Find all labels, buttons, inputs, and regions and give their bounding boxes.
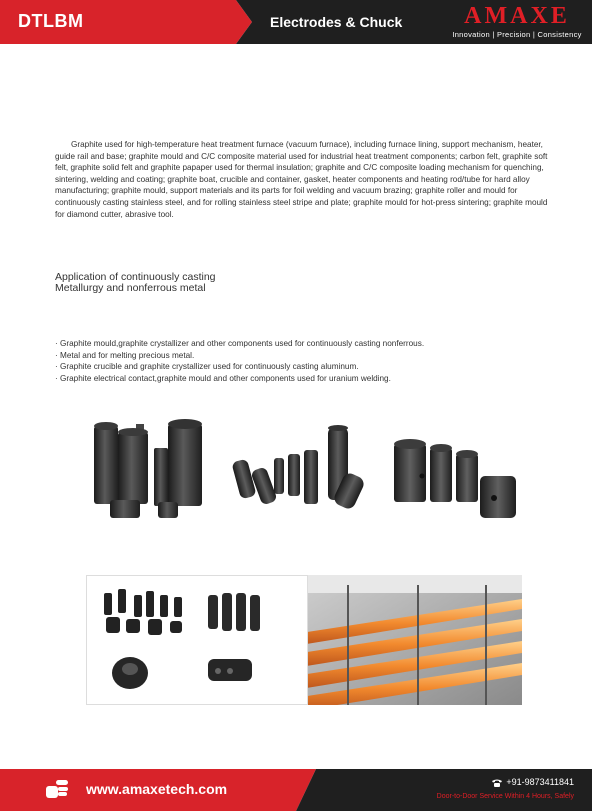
brand-name: DTLBM xyxy=(18,11,84,31)
hand-pointer-icon xyxy=(44,778,70,802)
application-heading xyxy=(55,272,216,294)
application-heading-line1: Application of continuously casting xyxy=(55,271,216,283)
website-link[interactable]: www.amaxetech.com xyxy=(86,781,228,797)
page-footer xyxy=(0,769,592,811)
bullet-item: · Graphite mould,graphite crystallizer and other components used for continuously casting nonferrous. xyxy=(55,338,424,350)
photo-hot-graphite-rods xyxy=(308,575,522,705)
intro-paragraph: Graphite used for high-temperature heat treatment furnace (vacuum furnace), including furnace lining, support mechanism, heater, guide rail and base; graphite mould and C/C composite material used for industrial heat treatment components; carbon felt, graphite soft felt, graphite solid felt and graphite papaper used for thermal insulation; graphite and C/C composite loading mechanism for quenching, sintering, welding and coating; graphite boat, crucible and container, gasket, heater components and heating rod/tube for hard alloy manufacturing; graphite mould, support materials and its parts for foil welding and vacuum brazing; graphite roller and mould for continuously casting stainless steel, and for rolling stainless steel stripe and plate; graphite mould for hot-press sintering; graphite mould for diamond cutter, abrasive tool. xyxy=(55,140,548,219)
footer-dark-band xyxy=(292,769,592,811)
service-tagline: Door-to-Door Service Within 4 Hours, Safely xyxy=(436,793,574,800)
bullet-item: · Graphite crucible and graphite crystallizer used for continuously casting aluminum. xyxy=(55,361,424,373)
logo-tagline: Innovation | Precision | Consistency xyxy=(452,30,582,39)
photo-graphite-parts xyxy=(86,575,308,705)
application-bullet-list xyxy=(55,338,424,384)
amaxe-logo xyxy=(447,3,587,39)
application-heading-line2: Metallurgy and nonferrous metal xyxy=(55,282,206,294)
bullet-item: · Graphite electrical contact,graphite mould and other components used for uranium welding. xyxy=(55,373,424,385)
photo-graphite-moulds xyxy=(88,418,218,524)
bullet-item: · Metal and for melting precious metal. xyxy=(55,350,424,362)
logo-wordmark: AMAXE xyxy=(464,3,570,29)
photo-graphite-dies xyxy=(392,436,522,520)
phone-number[interactable]: +91-9873411841 xyxy=(506,777,574,787)
photo-graphite-tubes xyxy=(232,424,372,514)
page-header xyxy=(0,0,592,44)
telephone-icon xyxy=(492,779,502,787)
phone-contact xyxy=(492,777,574,787)
section-title: Electrodes & Chuck xyxy=(270,14,403,30)
